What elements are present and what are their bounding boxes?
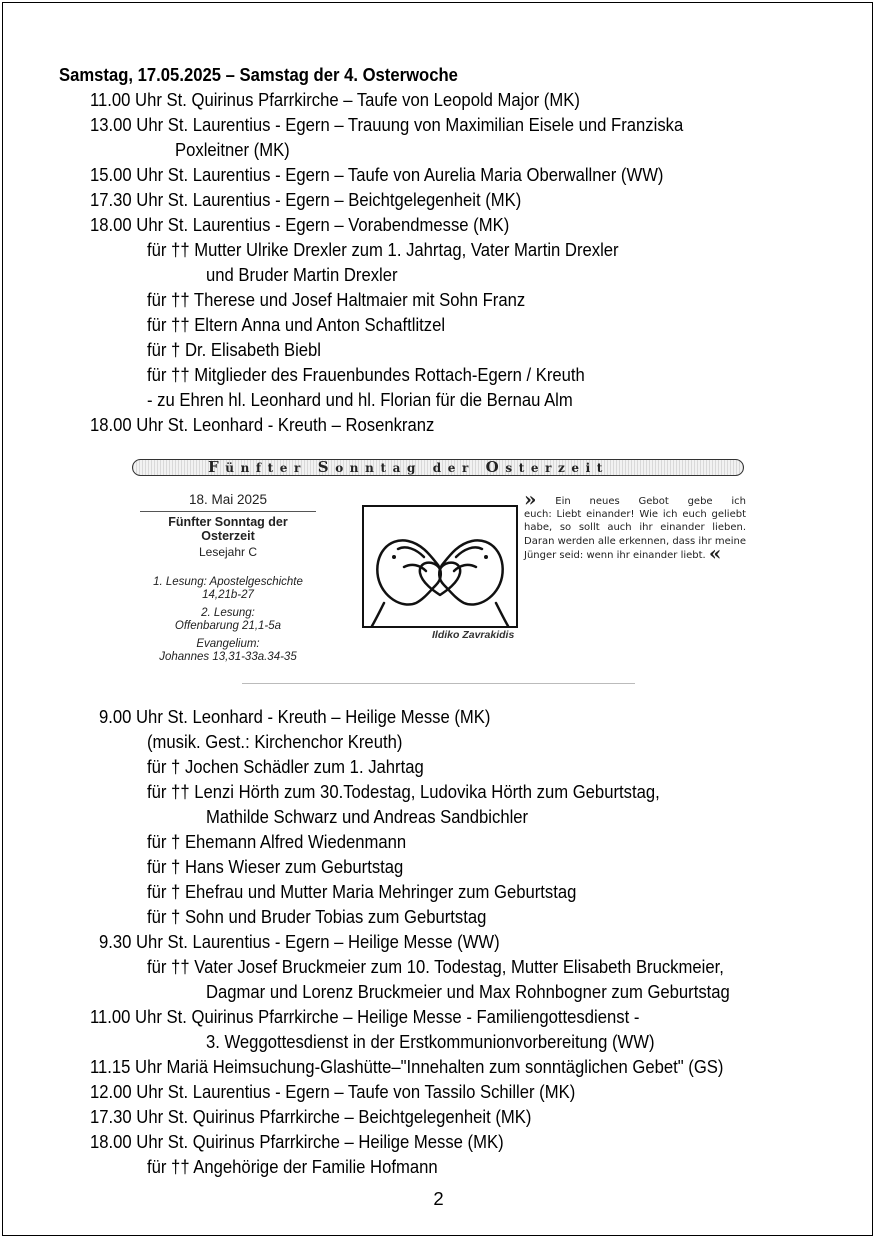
quote-close-mark: « <box>708 540 722 565</box>
sunday-date: 18. Mai 2025 <box>188 492 268 507</box>
intention-line: für † Ehemann Alfred Wiedenmann <box>147 831 407 852</box>
gospel-ref: Johannes 13,31-33a.34-35 <box>159 651 297 663</box>
intention-line: für †† Lenzi Hörth zum 30.Todestag, Ludovika Hörth zum Geburtstag, <box>147 781 660 802</box>
intention-line: für †† Eltern Anna und Anton Schaftlitzel <box>147 314 446 335</box>
insert-divider <box>242 683 635 684</box>
intention-line: für † Hans Wieser zum Geburtstag <box>147 856 404 877</box>
intention-line: für † Jochen Schädler zum 1. Jahrtag <box>147 756 424 777</box>
quote-text: Ein neues Gebot gebe ich <box>555 496 746 507</box>
schedule-note: (musik. Gest.: Kirchenchor Kreuth) <box>147 731 403 752</box>
card-divider <box>140 511 316 512</box>
reading-2: 2. Lesung: <box>201 607 255 619</box>
artist-credit: Ildiko Zavrakidis <box>432 629 515 641</box>
schedule-line: 9.00 Uhr St. Leonhard - Kreuth – Heilige Messe (MK) <box>99 706 491 727</box>
intention-line: für †† Angehörige der Familie Hofmann <box>147 1156 438 1177</box>
banner-word: der <box>432 461 475 475</box>
intention-line: für †† Therese und Josef Haltmaier mit Sohn Franz <box>147 289 526 310</box>
sunday-title: Osterzeit <box>201 529 255 543</box>
schedule-line: 15.00 Uhr St. Laurentius - Egern – Taufe von Aurelia Maria Oberwallner (WW) <box>90 164 664 185</box>
page-number: 2 <box>433 1188 444 1209</box>
reading-1-ref: 14,21b-27 <box>202 589 254 601</box>
intention-line: und Bruder Martin Drexler <box>206 264 398 285</box>
sunday-banner-title <box>208 459 609 476</box>
saturday-heading: Samstag, 17.05.2025 – Samstag der 4. Osterwoche <box>59 64 458 85</box>
schedule-line: 11.00 Uhr St. Quirinus Pfarrkirche – Taufe von Leopold Major (MK) <box>90 89 580 110</box>
intention-line: Mathilde Schwarz und Andreas Sandbichler <box>206 806 529 827</box>
schedule-line: 17.30 Uhr St. Quirinus Pfarrkirche – Beichtgelegenheit (MK) <box>90 1106 532 1127</box>
gospel: Evangelium: <box>196 638 260 650</box>
schedule-line: 12.00 Uhr St. Laurentius - Egern – Taufe von Tassilo Schiller (MK) <box>90 1081 576 1102</box>
quote-body <box>524 508 746 565</box>
schedule-line: 18.00 Uhr St. Quirinus Pfarrkirche – Heilige Messe (MK) <box>90 1131 504 1152</box>
schedule-line: 13.00 Uhr St. Laurentius - Egern – Trauung von Maximilian Eisele und Franziska <box>90 114 684 135</box>
intention-line: für † Sohn und Bruder Tobias zum Geburtstag <box>147 906 487 927</box>
heart-hands-illustration <box>362 505 518 628</box>
intention-line: für †† Vater Josef Bruckmeier zum 10. Todestag, Mutter Elisabeth Bruckmeier, <box>147 956 724 977</box>
banner-word: sterzeit <box>505 461 609 475</box>
schedule-line: Poxleitner (MK) <box>175 139 290 160</box>
reading-2-ref: Offenbarung 21,1-5a <box>174 620 282 632</box>
intention-line: Dagmar und Lorenz Bruckmeier und Max Rohnbogner zum Geburtstag <box>206 981 730 1002</box>
intention-line: für † Dr. Elisabeth Biebl <box>147 339 321 360</box>
intention-line: für †† Mutter Ulrike Drexler zum 1. Jahrtag, Vater Martin Drexler <box>147 239 619 260</box>
schedule-line: 18.00 Uhr St. Leonhard - Kreuth – Rosenkranz <box>90 414 435 435</box>
quote-first-line <box>524 487 746 511</box>
schedule-line: 11.00 Uhr St. Quirinus Pfarrkirche – Heilige Messe - Familiengottesdienst - <box>90 1006 640 1027</box>
sunday-title: Fünfter Sonntag der <box>168 515 288 529</box>
schedule-line: 9.30 Uhr St. Laurentius - Egern – Heilige Messe (WW) <box>99 931 500 952</box>
quote-open-mark: » <box>524 487 537 511</box>
reading-1: 1. Lesung: Apostelgeschichte <box>153 576 303 588</box>
banner-word: onntag <box>335 461 422 475</box>
banner-cap: S <box>317 458 336 476</box>
banner-cap: F <box>208 458 226 476</box>
intention-line: für † Ehefrau und Mutter Maria Mehringer zum Geburtstag <box>147 881 577 902</box>
gospel-quote <box>524 487 746 565</box>
banner-word: ünfter <box>225 461 307 475</box>
schedule-note: 3. Weggottesdienst in der Erstkommunionvorbereitung (WW) <box>206 1031 655 1052</box>
quote-text: euch: Liebt einander! Wie ich euch geliebt habe, so sollt auch ihr einander lieben. Daran werden alle erkennen, dass ihr meine Jünger seid: wenn ihr einander liebt. <box>524 509 746 561</box>
schedule-line: 18.00 Uhr St. Laurentius - Egern – Vorabendmesse (MK) <box>90 214 510 235</box>
intention-line: - zu Ehren hl. Leonhard und hl. Florian für die Bernau Alm <box>147 389 573 410</box>
lesejahr: Lesejahr C <box>198 545 258 559</box>
schedule-line: 17.30 Uhr St. Laurentius - Egern – Beichtgelegenheit (MK) <box>90 189 522 210</box>
banner-cap: O <box>485 458 506 476</box>
schedule-line: 11.15 Uhr Mariä Heimsuchung-Glashütte–"Innehalten zum sonntäglichen Gebet" (GS) <box>90 1056 724 1077</box>
intention-line: für †† Mitglieder des Frauenbundes Rottach-Egern / Kreuth <box>147 364 585 385</box>
